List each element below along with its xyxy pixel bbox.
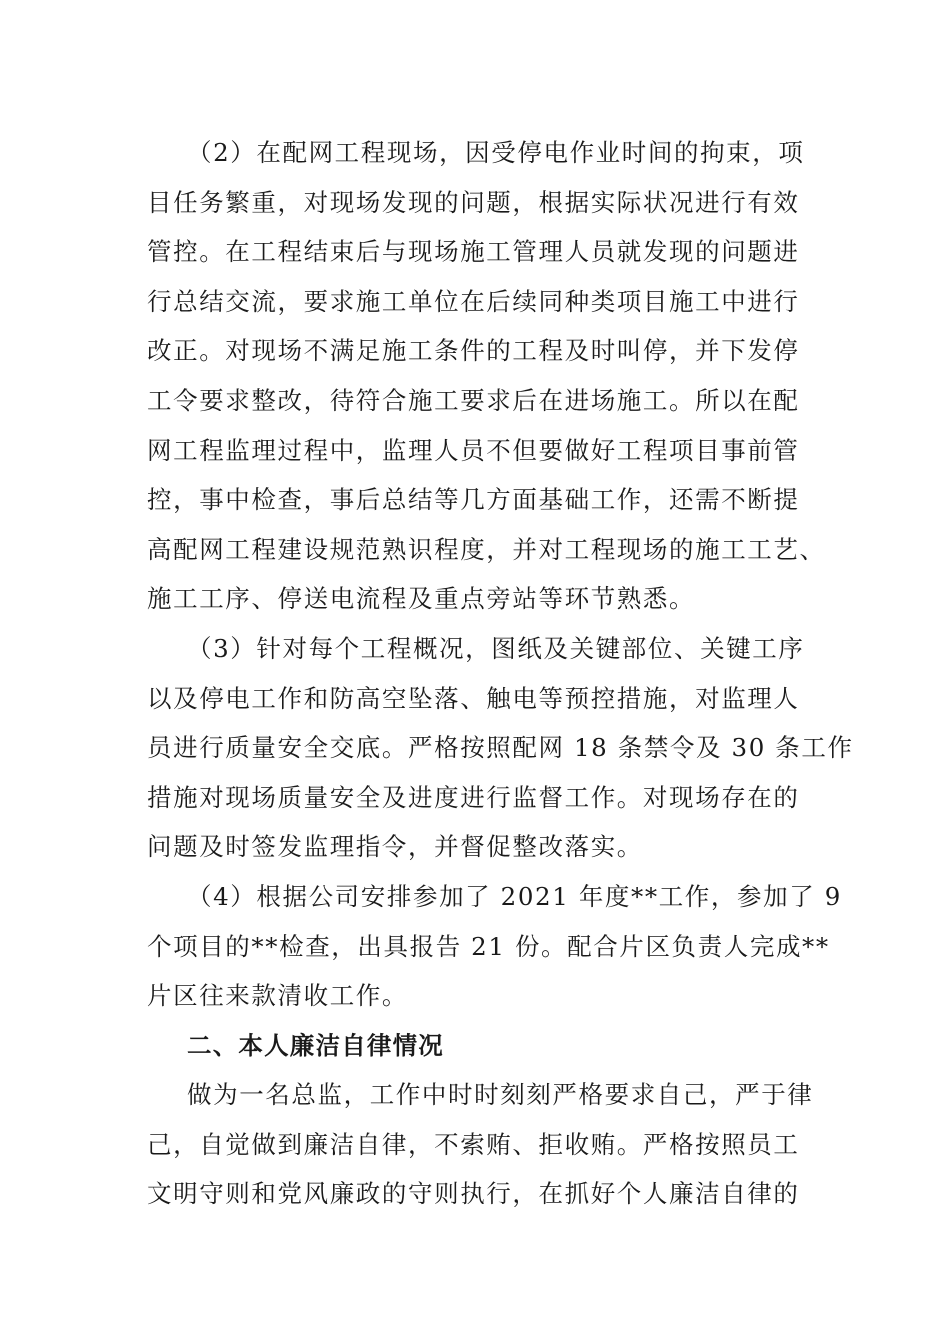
paragraph-item-4 — [147, 872, 842, 1021]
text-line: 己，自觉做到廉洁自律，不索贿、拒收贿。严格按照员工 — [147, 1129, 800, 1159]
text-line: 施工工序、停送电流程及重点旁站等环节熟悉。 — [147, 584, 696, 614]
text-line: 问题及时签发监理指令，并督促整改落实。 — [147, 832, 643, 862]
section-heading-text: 二、本人廉洁自律情况 — [187, 1030, 444, 1060]
paragraph-item-2 — [147, 128, 826, 624]
text-line: 目任务繁重，对现场发现的问题，根据实际状况进行有效 — [147, 187, 800, 217]
text-line: 工令要求整改，待符合施工要求后在进场施工。所以在配 — [147, 385, 800, 415]
text-line: 控，事中检查，事后总结等几方面基础工作，还需不断提 — [147, 485, 800, 515]
text-line: 高配网工程建设规范熟识程度，并对工程现场的施工工艺、 — [147, 534, 826, 564]
text-line: （2）在配网工程现场，因受停电作业时间的拘束，项 — [187, 138, 805, 167]
text-line: 片区往来款清收工作。 — [147, 981, 408, 1011]
text-line: 员进行质量安全交底。严格按照配网 18 条禁令及 30 条工作 — [147, 733, 854, 763]
text-line: 以及停电工作和防高空坠落、触电等预控措施，对监理人 — [147, 683, 800, 713]
paragraph-item-3 — [147, 624, 854, 872]
text-line: 文明守则和党风廉政的守则执行，在抓好个人廉洁自律的 — [147, 1179, 800, 1209]
text-line: （4）根据公司安排参加了 2021 年度**工作，参加了 9 — [187, 881, 842, 911]
text-line: 做为一名总监，工作中时时刻刻严格要求自己，严于律 — [187, 1080, 814, 1110]
text-line: 改正。对现场不满足施工条件的工程及时叫停，并下发停 — [147, 336, 800, 366]
text-line: 管控。在工程结束后与现场施工管理人员就发现的问题进 — [147, 237, 800, 267]
text-line: 网工程监理过程中，监理人员不但要做好工程项目事前管 — [147, 435, 800, 465]
text-line: 个项目的**检查，出具报告 21 份。配合片区负责人完成** — [147, 931, 830, 961]
section-heading — [147, 1021, 807, 1071]
section-paragraph — [147, 1070, 814, 1219]
text-line: 措施对现场质量安全及进度进行监督工作。对现场存在的 — [147, 782, 800, 812]
text-line: 行总结交流，要求施工单位在后续同种类项目施工中进行 — [147, 286, 800, 316]
document-page — [147, 128, 854, 1219]
text-line: （3）针对每个工程概况，图纸及关键部位、关键工序 — [187, 633, 805, 663]
